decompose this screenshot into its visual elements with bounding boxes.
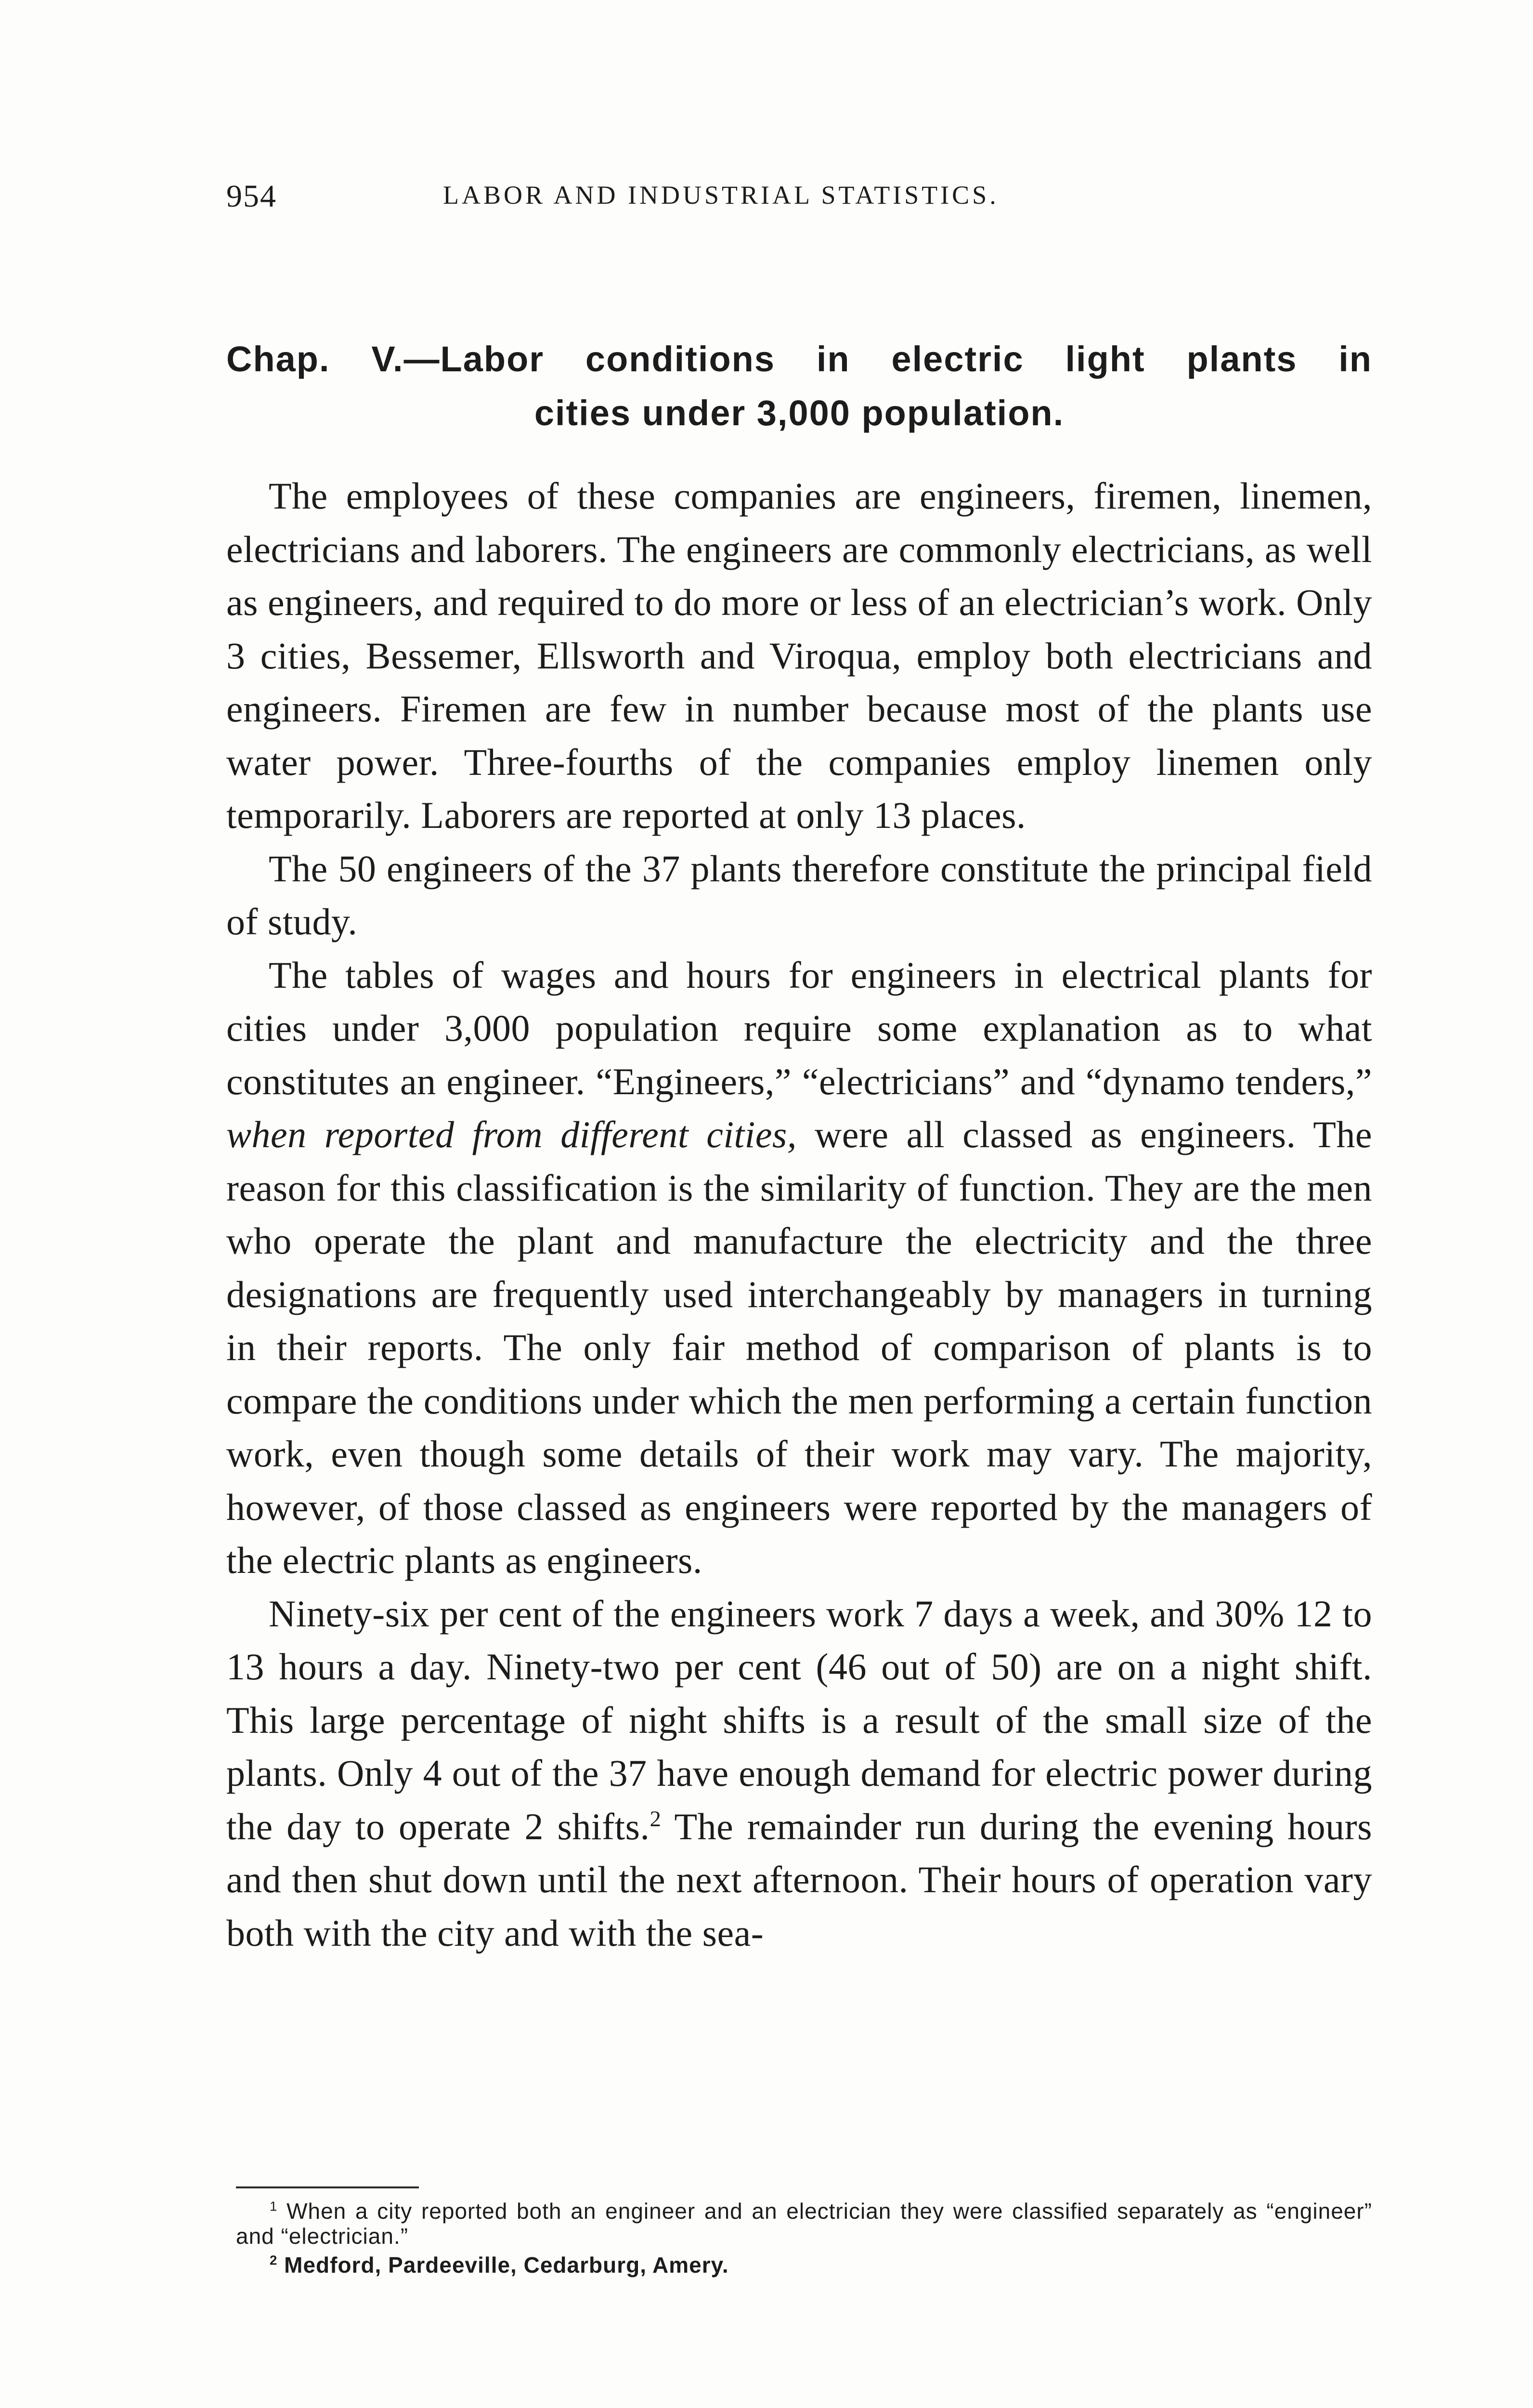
chapter-title-line-1: Chap. V.—Labor conditions in electric light plants in (226, 339, 1372, 379)
chapter-heading (226, 332, 1372, 440)
page-header (226, 178, 1372, 222)
paragraph-2: The 50 engineers of the 37 plants therefore constitute the principal field of study. (226, 847, 1372, 942)
chapter-title-line-2: cities under 3,000 population. (534, 393, 1065, 433)
footnotes (236, 2199, 1372, 2277)
footnote-reference-2: 2 (650, 1806, 662, 1832)
paragraph-3-text-before: The tables of wages and hours for engineers in electrical plants for cities under 3,000 population require some explanation as to what constitutes an engineer. “Engineers,” “electricians” and “dynamo tenders,” (226, 954, 1372, 1102)
footnote-2 (236, 2252, 1372, 2277)
footnote-1 (236, 2199, 1372, 2249)
footnote-1-marker: 1 (270, 2199, 278, 2214)
footnote-2-marker: 2 (270, 2252, 278, 2268)
paragraph-1: The employees of these companies are engineers, firemen, linemen, electricians and laborers. The engineers are commonly electricians, as well as engineers, and required to do more or less of an electrician’s work. Only 3 cities, Bessemer, Ellsworth and Viroqua, employ both electricians and engineers. Firemen are few in number because most of the plants use water power. Three-fourths of the companies employ linemen only temporarily. Laborers are reported at only 13 places. (226, 475, 1372, 836)
paragraph-4-text-after: The remainder run during the evening hours and then shut down until the next afternoon. Their hours of operation vary both with the city and with the sea- (226, 1805, 1372, 1954)
footnote-2-text: Medford, Pardeeville, Cedarburg, Amery. (284, 2252, 729, 2277)
paragraph-3 (226, 949, 1372, 1587)
paragraph-4 (226, 1587, 1372, 1960)
footnote-divider (236, 2186, 419, 2188)
page-number: 954 (226, 179, 277, 214)
paragraph-4-text-before: Ninety-six per cent of the engineers work 7 days a week, and 30% 12 to 13 hours a day. Ninety-two per cent (46 out of 50) are on a night shift. This large percentage of night shifts is a result of the small size of the plants. Only 4 out of the 37 have enough demand for electric power during the day to operate 2 shifts. (226, 1592, 1372, 1847)
body-text (226, 470, 1372, 1960)
paragraph-3-text-after: were all classed as engineers. The reason for this classification is the similarity of function. They are the men who operate the plant and manufacture the electricity and the three designations are frequently used interchangeably by managers in turning in their reports. The only fair method of comparison of plants is to compare the conditions under which the men performing a certain function work, even though some details of their work may vary. The majority, however, of those classed as engineers were reported by the managers of the electric plants as engineers. (226, 1113, 1373, 1581)
paragraph-3-italic-phrase: when reported from different cities, (226, 1113, 797, 1155)
running-head: LABOR AND INDUSTRIAL STATISTICS. (443, 181, 999, 209)
footnote-1-text: When a city reported both an engineer and an electrician they were classified separately as “engineer” and “electrician.” (236, 2199, 1372, 2249)
